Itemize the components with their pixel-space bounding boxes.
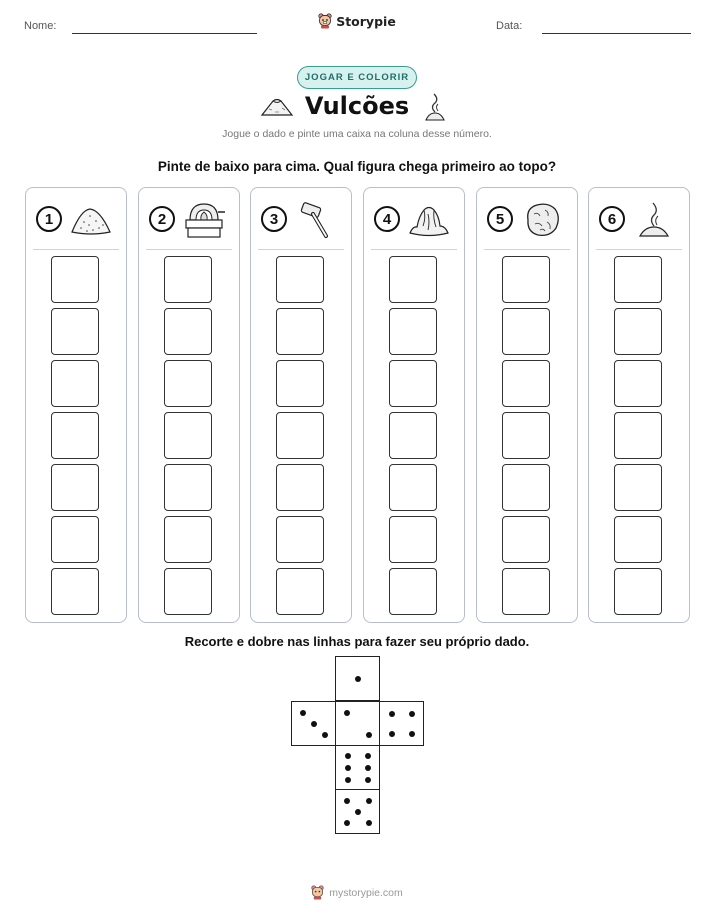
color-box[interactable] bbox=[164, 568, 212, 615]
die-pip bbox=[344, 820, 350, 826]
storypie-logo-icon bbox=[318, 13, 332, 29]
instruction: Pinte de baixo para cima. Qual figura chega primeiro ao topo? bbox=[157, 159, 557, 174]
color-box[interactable] bbox=[276, 360, 324, 407]
color-box[interactable] bbox=[276, 308, 324, 355]
column-3 bbox=[250, 187, 352, 623]
die-pip bbox=[409, 731, 415, 737]
brand bbox=[0, 13, 714, 29]
color-box[interactable] bbox=[389, 464, 437, 511]
die-pip bbox=[409, 711, 415, 717]
die-pip bbox=[365, 753, 371, 759]
color-box[interactable] bbox=[164, 516, 212, 563]
footer-url[interactable]: mystorypie.com bbox=[329, 886, 403, 899]
color-box[interactable] bbox=[164, 308, 212, 355]
color-box[interactable] bbox=[276, 256, 324, 303]
die-pip bbox=[365, 765, 371, 771]
color-box[interactable] bbox=[614, 308, 662, 355]
die-pip bbox=[366, 820, 372, 826]
color-box[interactable] bbox=[51, 464, 99, 511]
die-pip bbox=[344, 798, 350, 804]
die-pip bbox=[322, 732, 328, 738]
color-box[interactable] bbox=[614, 256, 662, 303]
die-face-5[interactable] bbox=[335, 789, 380, 834]
column-1 bbox=[25, 187, 127, 623]
dice-instruction: Recorte e dobre nas linhas para fazer seu próprio dado. bbox=[184, 634, 530, 649]
date-label: Data: bbox=[496, 20, 523, 32]
die-pip bbox=[389, 731, 395, 737]
column-number: 2 bbox=[149, 206, 175, 232]
smoke-vent-icon bbox=[424, 92, 446, 122]
name-label: Nome: bbox=[24, 20, 57, 32]
color-box[interactable] bbox=[51, 568, 99, 615]
column-header bbox=[487, 200, 567, 240]
die-face-6[interactable] bbox=[335, 745, 380, 790]
die-face-2[interactable] bbox=[335, 701, 380, 746]
title-row bbox=[0, 92, 714, 124]
die-face-1[interactable] bbox=[335, 656, 380, 701]
color-box[interactable] bbox=[276, 568, 324, 615]
die-pip bbox=[344, 710, 350, 716]
die-pip bbox=[366, 732, 372, 738]
color-box[interactable] bbox=[502, 256, 550, 303]
subtitle: Jogue o dado e pinte uma caixa na coluna desse número. bbox=[222, 128, 492, 140]
column-number: 3 bbox=[261, 206, 287, 232]
die-pip bbox=[365, 777, 371, 783]
column-header bbox=[36, 200, 116, 240]
color-box[interactable] bbox=[614, 516, 662, 563]
brand-name: Storypie bbox=[336, 13, 396, 29]
color-box[interactable] bbox=[389, 516, 437, 563]
column-header bbox=[374, 200, 454, 240]
color-box[interactable] bbox=[614, 412, 662, 459]
color-box[interactable] bbox=[51, 412, 99, 459]
column-6 bbox=[588, 187, 690, 623]
color-box[interactable] bbox=[389, 360, 437, 407]
color-box[interactable] bbox=[276, 412, 324, 459]
color-box[interactable] bbox=[502, 568, 550, 615]
die-pip bbox=[345, 765, 351, 771]
die-pip bbox=[366, 798, 372, 804]
die-pip bbox=[355, 676, 361, 682]
die-pip bbox=[355, 809, 361, 815]
color-box[interactable] bbox=[276, 464, 324, 511]
die-pip bbox=[300, 710, 306, 716]
sand-pile-icon bbox=[69, 200, 113, 240]
date-line[interactable] bbox=[542, 33, 691, 34]
color-box[interactable] bbox=[51, 516, 99, 563]
color-box[interactable] bbox=[614, 464, 662, 511]
color-box[interactable] bbox=[502, 308, 550, 355]
page-title: Vulcões bbox=[304, 92, 410, 120]
die-face-3[interactable] bbox=[291, 701, 336, 746]
die-pip bbox=[345, 777, 351, 783]
color-box[interactable] bbox=[389, 308, 437, 355]
color-box[interactable] bbox=[614, 568, 662, 615]
activity-badge: JOGAR E COLORIR bbox=[297, 66, 417, 89]
column-2 bbox=[138, 187, 240, 623]
column-4 bbox=[363, 187, 465, 623]
fire-oven-icon bbox=[182, 200, 226, 240]
color-box[interactable] bbox=[502, 412, 550, 459]
die-face-4[interactable] bbox=[379, 701, 424, 746]
hammer-icon bbox=[294, 200, 338, 240]
name-line[interactable] bbox=[72, 33, 257, 34]
smoking-vent-icon bbox=[632, 200, 676, 240]
column-header bbox=[261, 200, 341, 240]
column-header bbox=[599, 200, 679, 240]
column-number: 4 bbox=[374, 206, 400, 232]
color-box[interactable] bbox=[389, 256, 437, 303]
color-box[interactable] bbox=[164, 412, 212, 459]
die-pip bbox=[389, 711, 395, 717]
column-number: 5 bbox=[487, 206, 513, 232]
color-box[interactable] bbox=[389, 568, 437, 615]
die-pip bbox=[345, 753, 351, 759]
footer bbox=[0, 885, 714, 900]
color-box[interactable] bbox=[51, 256, 99, 303]
color-box[interactable] bbox=[51, 360, 99, 407]
column-5 bbox=[476, 187, 578, 623]
color-box[interactable] bbox=[389, 412, 437, 459]
lava-flow-icon bbox=[407, 200, 451, 240]
color-box[interactable] bbox=[276, 516, 324, 563]
color-box[interactable] bbox=[164, 464, 212, 511]
color-box[interactable] bbox=[51, 308, 99, 355]
rock-icon bbox=[520, 200, 564, 240]
color-box[interactable] bbox=[164, 256, 212, 303]
storypie-logo-icon bbox=[311, 885, 324, 900]
column-header bbox=[149, 200, 229, 240]
color-box[interactable] bbox=[614, 360, 662, 407]
die-pip bbox=[311, 721, 317, 727]
column-number: 6 bbox=[599, 206, 625, 232]
color-box[interactable] bbox=[164, 360, 212, 407]
color-box[interactable] bbox=[502, 464, 550, 511]
color-box[interactable] bbox=[502, 360, 550, 407]
column-number: 1 bbox=[36, 206, 62, 232]
color-box[interactable] bbox=[502, 516, 550, 563]
